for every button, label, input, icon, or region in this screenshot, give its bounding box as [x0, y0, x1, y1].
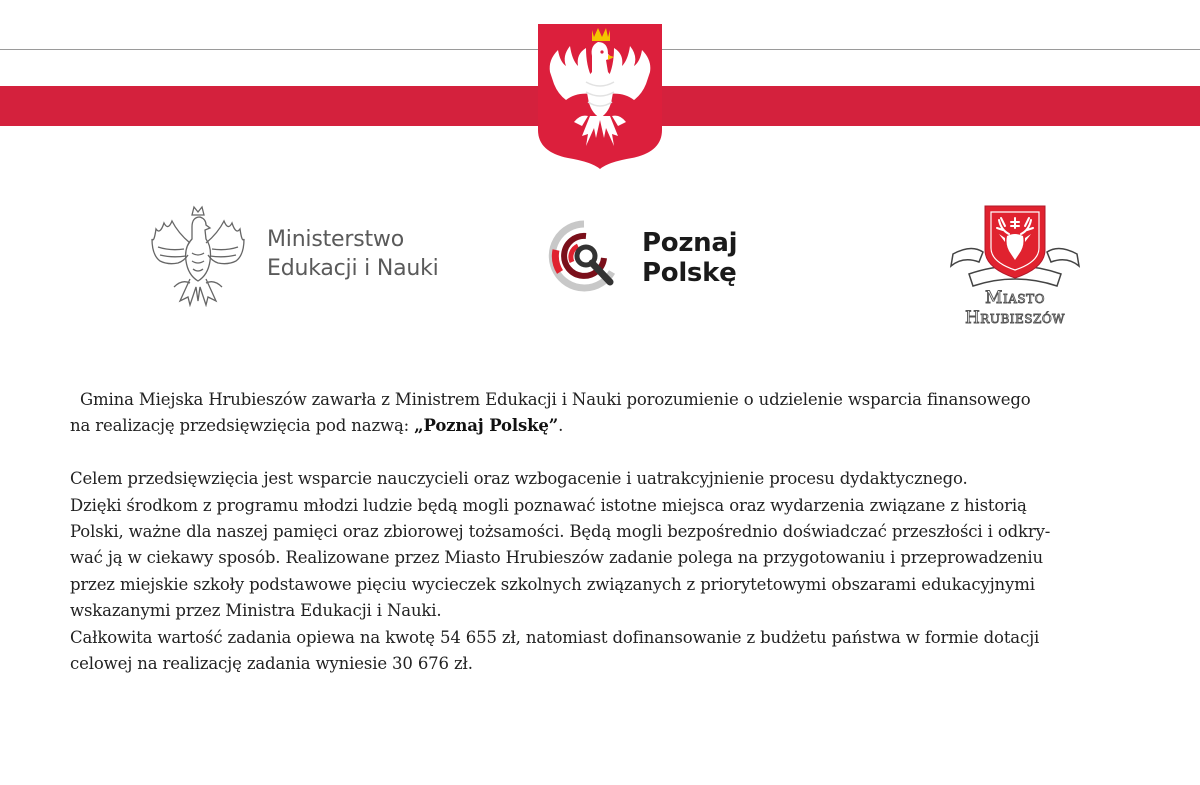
program-name-line2: Polskę: [642, 258, 737, 288]
paragraph-1-line-2-text: na realizację przedsięwzięcia pod nazwą:: [70, 416, 415, 436]
ministry-name-line1: Ministerstwo: [267, 227, 404, 252]
paragraph-2-line: celowej na realizację zadania wyniesie 30 676 zł.: [70, 654, 473, 674]
hrubieszow-coat-of-arms: [947, 204, 1083, 292]
paragraph-2-line: Dzięki środkom z programu młodzi ludzie będą mogli poznawać istotne miejsca oraz wydarzenia związane z historią: [70, 495, 1027, 515]
polish-white-eagle-emblem: [536, 22, 664, 170]
paragraph-2-line: Polski, ważne dla naszej pamięci oraz zbiorowej tożsamości. Będą mogli bezpośrednio doświadczać przeszłości i odkry-: [70, 522, 1051, 542]
paragraph-1-line-1: Gmina Miejska Hrubieszów zawarła z Ministrem Edukacji i Nauki porozumienie o udzielenie wsparcia finansowego: [80, 390, 1031, 409]
poznaj-polske-magnifier-icon: [546, 220, 622, 296]
eagle-outline-icon: [148, 203, 248, 307]
paragraph-2-line: wać ją w ciekawy sposób. Realizowane przez Miasto Hrubieszów zadanie polega na przygotowaniu i przeprowadzeniu: [70, 548, 1043, 568]
announcement-text: [70, 387, 1160, 677]
ministry-logo: [148, 203, 448, 307]
paragraph-1-line-2-end: .: [558, 416, 564, 436]
ministry-name-line2: Edukacji i Nauki: [267, 256, 439, 281]
paragraph-2-line: Całkowita wartość zadania opiewa na kwotę 54 655 zł, natomiast dofinansowanie z budżetu państwa w formie dotacji: [70, 627, 1040, 647]
program-name-line1: Poznaj: [642, 228, 738, 258]
paragraph-2-line: przez miejskie szkoły podstawowe pięciu wycieczek szkolnych związanych z priorytetowymi obszarami edukacyjnymi: [70, 574, 1035, 594]
paragraph-1-line-2: [70, 413, 1160, 439]
hrubieszow-city-logo: [947, 204, 1083, 330]
project-name: „Poznaj Polskę”: [414, 416, 559, 436]
paragraph-gap: [70, 440, 1160, 466]
poznaj-polske-logo: [546, 218, 761, 298]
paragraph-2-line: wskazanymi przez Ministra Edukacji i Nauki.: [70, 601, 442, 621]
city-name-line2: Hrubieszów: [964, 308, 1066, 328]
city-name-line1: Miasto: [985, 288, 1045, 308]
paragraph-2-line: Celem przedsięwzięcia jest wsparcie nauczycieli oraz wzbogacenie i uatrakcyjnienie procesu dydaktycznego.: [70, 469, 968, 489]
